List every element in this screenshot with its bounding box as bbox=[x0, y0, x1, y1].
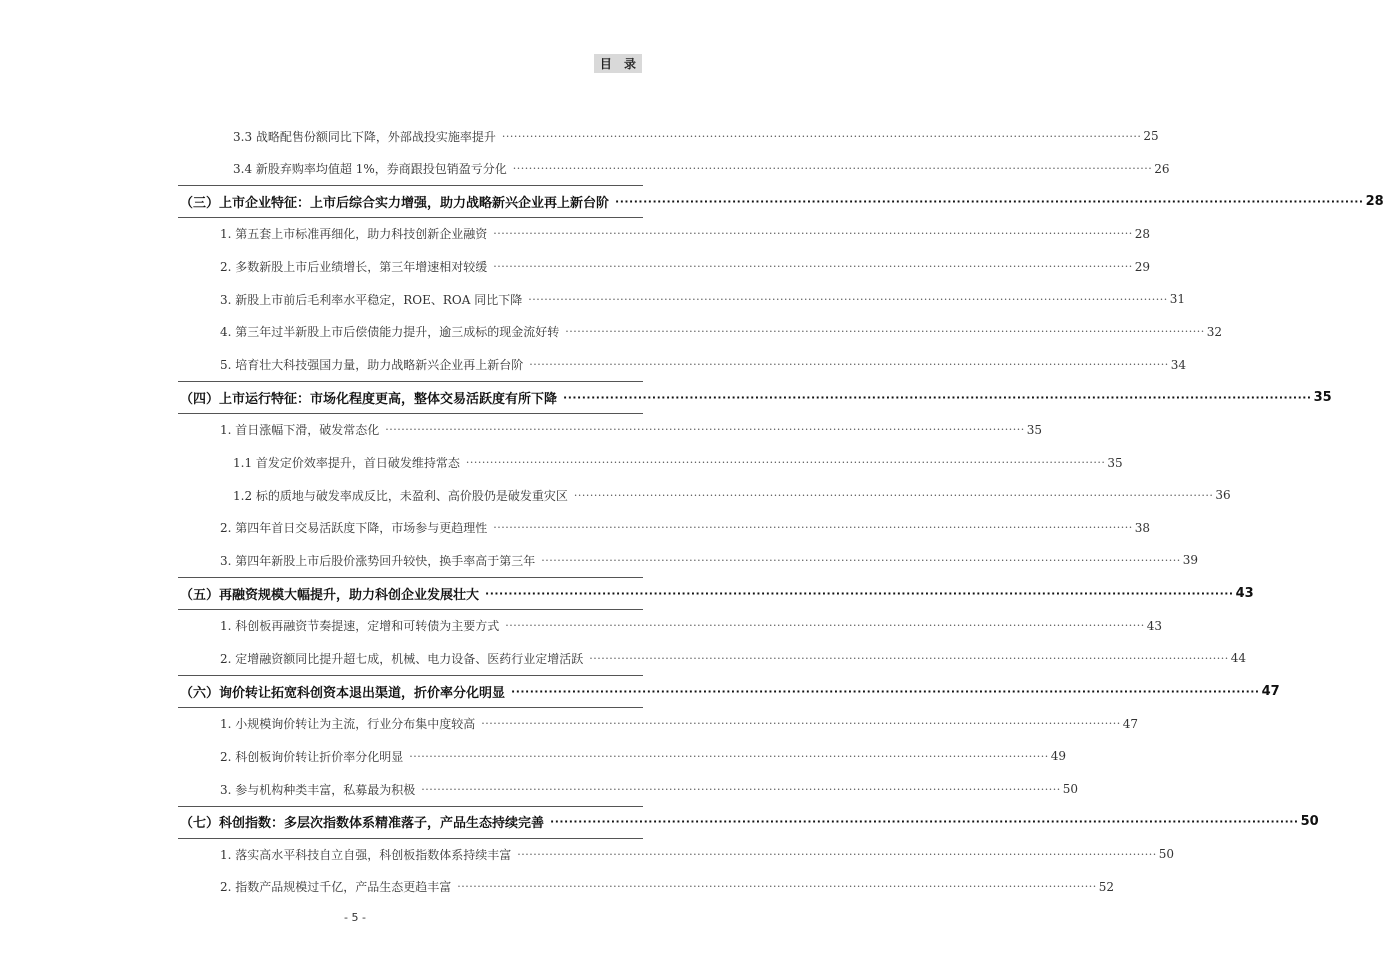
toc-entry-title: （七）科创指数：多层次指数体系精准落子，产品生态持续完善 bbox=[180, 816, 545, 832]
section-divider bbox=[178, 707, 643, 708]
toc-entry-page: 44 bbox=[1230, 651, 1247, 666]
toc-entry-title: 1.2 标的质地与破发率成反比，未盈利、高价股仍是破发重灾区 bbox=[233, 488, 568, 503]
dot-leader: ································································································································································ bbox=[409, 749, 1049, 763]
dot-leader: ································································································································································ bbox=[493, 521, 1133, 535]
section-divider bbox=[178, 609, 643, 610]
toc-entry[interactable] bbox=[220, 614, 1163, 638]
toc-entry-title: 2. 定增融资额同比提升超七成，机械、电力设备、医药行业定增活跃 bbox=[220, 651, 584, 666]
toc-entry-page: 50 bbox=[1300, 814, 1319, 830]
toc-entry[interactable] bbox=[220, 255, 1150, 279]
toc-entry-page: 43 bbox=[1146, 618, 1163, 633]
toc-entry-title: 4. 第三年过半新股上市后偿债能力提升，逾三成标的现金流好转 bbox=[220, 325, 560, 340]
dot-leader: ································································································································································ bbox=[565, 325, 1205, 339]
toc-entry-title: 2. 第四年首日交易活跃度下降，市场参与更趋理性 bbox=[220, 521, 488, 536]
section-divider bbox=[178, 806, 643, 807]
toc-entry-title: 1. 小规模询价转让为主流，行业分布集中度较高 bbox=[220, 717, 476, 732]
toc-entry-page: 50 bbox=[1158, 847, 1175, 862]
toc-entry-page: 43 bbox=[1235, 585, 1254, 601]
dot-leader: ································································································································································ bbox=[541, 553, 1181, 567]
dot-leader: ································································································································································ bbox=[421, 782, 1061, 796]
dot-leader: ································································································································································ bbox=[529, 358, 1169, 372]
toc-entry-page: 50 bbox=[1062, 782, 1078, 796]
section-divider bbox=[178, 577, 643, 578]
toc-entry-title: （四）上市运行特征：市场化程度更高，整体交易活跃度有所下降 bbox=[180, 391, 558, 407]
toc-entry-title: （三）上市企业特征：上市后综合实力增强，助力战略新兴企业再上新台阶 bbox=[180, 195, 610, 211]
toc-entry-title: （五）再融资规模大幅提升，助力科创企业发展壮大 bbox=[180, 587, 480, 603]
dot-leader: ································································································································································ bbox=[563, 390, 1312, 404]
toc-entry-title: 3.3 战略配售份额同比下降，外部战投实施率提升 bbox=[233, 129, 496, 144]
dot-leader: ································································································································································ bbox=[385, 423, 1025, 437]
toc-entry-page: 28 bbox=[1365, 193, 1384, 209]
toc-entry-page: 35 bbox=[1026, 422, 1042, 437]
dot-leader: ································································································································································ bbox=[465, 456, 1106, 469]
dot-leader: ································································································································································ bbox=[501, 129, 1142, 143]
toc-entry[interactable] bbox=[233, 451, 1123, 475]
section-divider bbox=[178, 838, 643, 839]
toc-entry-title: （六）询价转让拓宽科创资本退出渠道，折价率分化明显 bbox=[180, 685, 506, 701]
toc-entry[interactable] bbox=[233, 124, 1159, 148]
dot-leader: ································································································································································ bbox=[493, 260, 1133, 274]
section-divider bbox=[178, 217, 643, 218]
dot-leader: ································································································································································ bbox=[511, 684, 1260, 698]
toc-entry-title: 3. 参与机构种类丰富，私募最为积极 bbox=[220, 782, 416, 797]
toc-entry-title: 1. 落实高水平科技自立自强，科创板指数体系持续丰富 bbox=[220, 847, 512, 862]
toc-section-entry[interactable] bbox=[180, 581, 1254, 605]
toc-entry[interactable] bbox=[220, 744, 1066, 768]
toc-entry-page: 28 bbox=[1134, 226, 1150, 241]
toc-entry[interactable] bbox=[220, 320, 1223, 344]
toc-entry[interactable] bbox=[220, 548, 1199, 572]
toc-entry-title: 1. 第五套上市标准再细化，助力科技创新企业融资 bbox=[220, 227, 488, 242]
toc-entry-title: 1. 首日涨幅下滑，破发常态化 bbox=[220, 423, 380, 438]
dot-leader: ································································································································································ bbox=[493, 227, 1133, 241]
toc-entry[interactable] bbox=[233, 483, 1231, 507]
toc-entry-title: 2. 多数新股上市后业绩增长，第三年增速相对较缓 bbox=[220, 260, 488, 275]
toc-entry-page: 35 bbox=[1107, 455, 1123, 470]
toc-entry[interactable] bbox=[220, 842, 1175, 866]
toc-entry-page: 31 bbox=[1169, 292, 1185, 307]
toc-entry-page: 47 bbox=[1261, 683, 1280, 699]
toc-section-entry[interactable] bbox=[180, 810, 1319, 834]
toc-header-title: 目 录 bbox=[594, 54, 642, 73]
toc-entry[interactable] bbox=[220, 287, 1185, 311]
toc-entry-page: 38 bbox=[1134, 520, 1150, 535]
toc-entry[interactable] bbox=[220, 646, 1247, 670]
toc-entry-title: 2. 指数产品规模过千亿，产品生态更趋丰富 bbox=[220, 880, 452, 895]
toc-section-entry[interactable] bbox=[180, 385, 1332, 409]
toc-entry[interactable] bbox=[233, 157, 1170, 181]
section-divider bbox=[178, 381, 643, 382]
toc-entry-title: 3. 第四年新股上市后股价涨势回升较快，换手率高于第三年 bbox=[220, 553, 536, 568]
toc-entry-title: 3. 新股上市前后毛利率水平稳定，ROE、ROA 同比下降 bbox=[220, 292, 523, 307]
toc-entry-page: 25 bbox=[1143, 129, 1159, 143]
toc-section-entry[interactable] bbox=[180, 679, 1280, 703]
toc-entry-page: 26 bbox=[1154, 161, 1170, 176]
toc-entry[interactable] bbox=[220, 875, 1114, 899]
dot-leader: ································································································································································ bbox=[485, 586, 1234, 600]
dot-leader: ································································································································································ bbox=[589, 651, 1229, 665]
dot-leader: ································································································································································ bbox=[550, 815, 1299, 829]
toc-entry-title: 1. 科创板再融资节奏提速，定增和可转债为主要方式 bbox=[220, 619, 500, 634]
toc-entry[interactable] bbox=[220, 516, 1150, 540]
toc-entry-page: 47 bbox=[1122, 716, 1138, 731]
toc-entry-page: 35 bbox=[1313, 389, 1332, 405]
dot-leader: ································································································································································ bbox=[528, 292, 1168, 306]
toc-section-entry[interactable] bbox=[180, 189, 1384, 213]
section-divider bbox=[178, 185, 643, 186]
dot-leader: ································································································································································ bbox=[457, 880, 1097, 894]
section-divider bbox=[178, 413, 643, 414]
toc-entry-page: 29 bbox=[1134, 259, 1150, 274]
page-number: - 5 - bbox=[344, 911, 366, 924]
dot-leader: ································································································································································ bbox=[615, 194, 1364, 208]
toc-entry-page: 34 bbox=[1170, 357, 1187, 372]
toc-entry-page: 32 bbox=[1206, 324, 1223, 339]
dot-leader: ································································································································································ bbox=[481, 717, 1121, 731]
toc-entry[interactable] bbox=[220, 418, 1042, 442]
toc-entry-title: 5. 培育壮大科技强国力量，助力战略新兴企业再上新台阶 bbox=[220, 358, 524, 373]
toc-entry[interactable] bbox=[220, 777, 1078, 801]
toc-entry-page: 52 bbox=[1098, 879, 1114, 894]
dot-leader: ································································································································································ bbox=[512, 162, 1153, 176]
toc-entry-title: 3.4 新股弃购率均值超 1%，券商跟投包销盈亏分化 bbox=[233, 162, 507, 177]
dot-leader: ································································································································································ bbox=[573, 488, 1214, 502]
toc-entry[interactable] bbox=[220, 353, 1187, 377]
toc-entry-page: 49 bbox=[1050, 749, 1066, 764]
toc-entry[interactable] bbox=[220, 712, 1138, 736]
toc-entry[interactable] bbox=[220, 222, 1150, 246]
toc-entry-title: 2. 科创板询价转让折价率分化明显 bbox=[220, 749, 404, 764]
toc-entry-title: 1.1 首发定价效率提升，首日破发维持常态 bbox=[233, 456, 460, 470]
dot-leader: ································································································································································ bbox=[517, 847, 1157, 861]
toc-entry-page: 36 bbox=[1215, 488, 1231, 503]
dot-leader: ································································································································································ bbox=[505, 619, 1145, 633]
toc-entry-page: 39 bbox=[1182, 553, 1199, 568]
section-divider bbox=[178, 675, 643, 676]
